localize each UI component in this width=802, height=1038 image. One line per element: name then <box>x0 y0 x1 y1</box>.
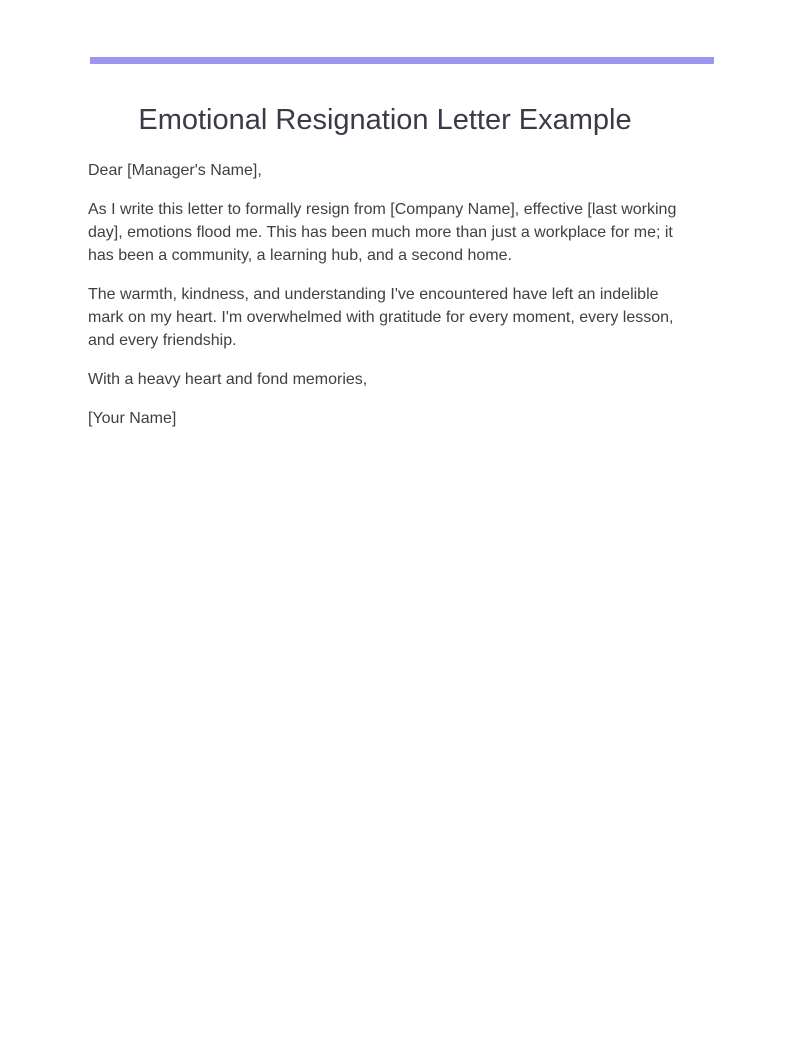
closing: With a heavy heart and fond memories, <box>88 371 368 388</box>
paragraph-2: The warmth, kindness, and understanding I've encountered have left an indelible mark on my heart. I'm overwhelmed with gratitude for every moment, every lesson, and every friendship. <box>88 286 674 349</box>
letter-body <box>88 159 688 446</box>
top-accent-rule <box>90 57 714 64</box>
salutation: Dear [Manager's Name], <box>88 162 262 179</box>
page-title: Emotional Resignation Letter Example <box>138 104 632 136</box>
signature: [Your Name] <box>88 410 177 427</box>
paragraph-1: As I write this letter to formally resign from [Company Name], effective [last working day], emotions flood me. This has been much more than just a workplace for me; it has been a community, a learning hub, and a second home. <box>88 201 677 264</box>
